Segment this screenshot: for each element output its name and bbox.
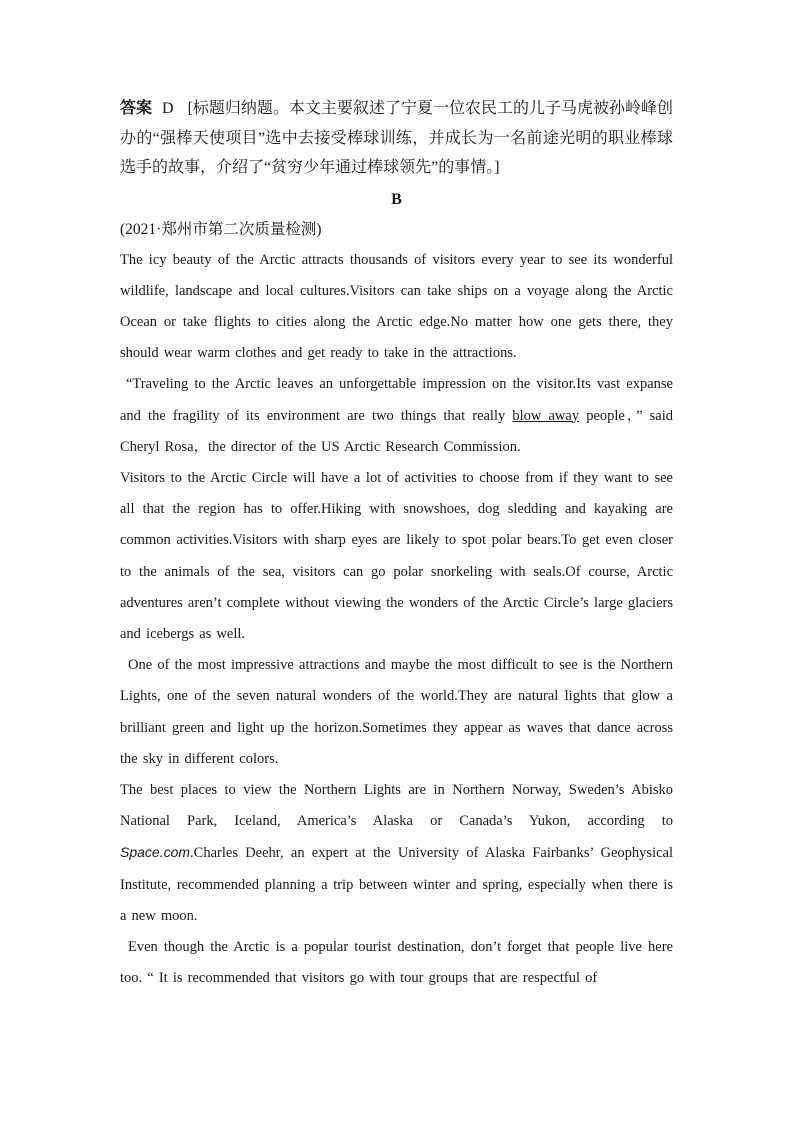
paragraph-4: One of the most impressive attractions and maybe the most difficult to see is the Northern Lights, one of the seven natural wonders of the world.They are natural lights that glow a brilliant green and light up the horizon.Sometimes they appear as waves that dance across the sky in different colors. [120, 657, 673, 767]
section-letter: B [391, 190, 402, 208]
paragraph-5-text-a: The best places to view the Northern Lights are in Northern Norway, Sweden’s Abisko National Park, Iceland, America’s Alaska or Canada’s Yukon, according to [120, 781, 673, 830]
answer-letter: D [162, 100, 174, 117]
section-source: (2021·郑州市第二次质量检测) [120, 220, 322, 238]
underlined-phrase: blow away [512, 407, 580, 424]
answer-explanation: [标题归纳题。本文主要叙述了宁夏一位农民工的儿子马虎被孙岭峰创办的“强棒天使项目”选中去接受棒球训练，并成长为一名前途光明的职业棒球选手的故事，介绍了“贫穷少年通过棒球领先”的事情。] [120, 100, 673, 176]
paragraph-5-text-b: .Charles Deehr, an expert at the University of Alaska Fairbanks’ Geophysical Institute, recommended planning a trip between winter and spring, especially when there is a new moon. [120, 845, 673, 924]
website-name: Space.com [120, 844, 191, 861]
paragraph-3: Visitors to the Arctic Circle will have a lot of activities to choose from if they want to see all that the region has to offer.Hiking with snowshoes, dog sledding and kayaking are common activities.Visitors with sharp eyes are likely to spot polar bears.To get even closer to the animals of the sea, visitors can go polar snorkeling with seals.Of course, Arctic adventures aren’t complete without viewing the wonders of the Arctic Circle’s large glaciers and icebergs as well. [120, 469, 673, 642]
answer-label: 答案 [120, 100, 153, 117]
paragraph-2 [120, 369, 673, 463]
paragraph-6: Even though the Arctic is a popular tourist destination, don’t forget that people live here too. “ It is recommended that visitors go with tour groups that are respectful of [120, 938, 673, 987]
paragraph-5 [120, 775, 673, 932]
paragraph-2-text-a: “Traveling to the Arctic leaves an unforgettable impression on the visitor.Its vast expanse and the fragility of its environment are two things that really [120, 376, 673, 424]
document-page [120, 94, 673, 994]
answer-block [120, 94, 673, 183]
paragraph-2-text-b: people，” said Cheryl Rosa，the director of the US Arctic Research Commission. [120, 407, 674, 455]
paragraph-1: The icy beauty of the Arctic attracts thousands of visitors every year to see its wonderful wildlife, landscape and local cultures.Visitors can take ships on a voyage along the Arctic Ocean or take flights to cities along the Arctic edge.No matter how one gets there, they should wear warm clothes and get ready to take in the attractions. [120, 251, 673, 362]
